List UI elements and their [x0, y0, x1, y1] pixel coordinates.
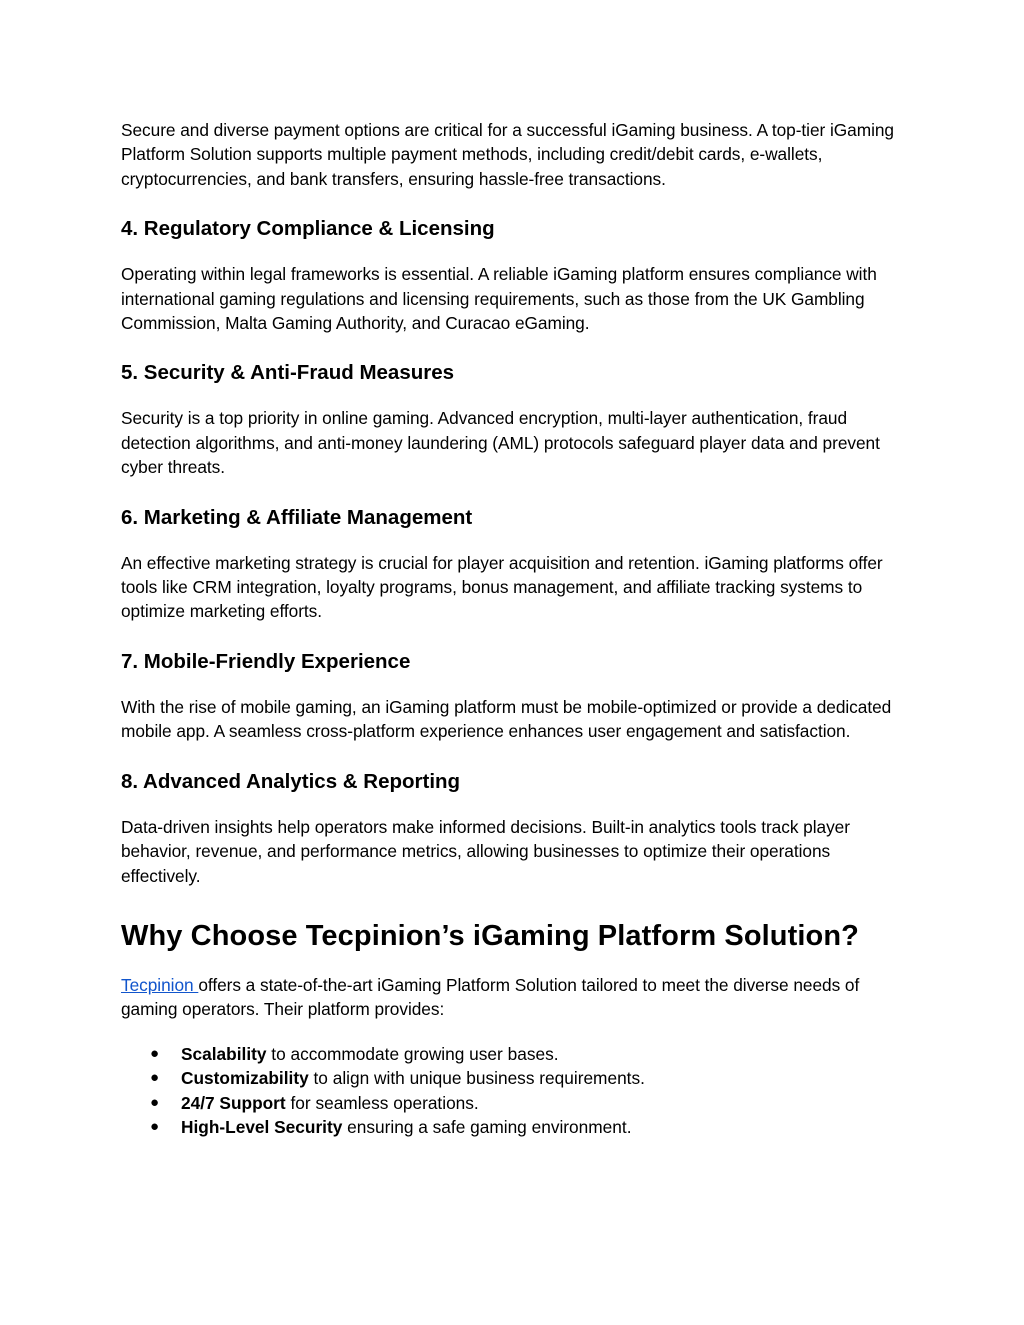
- list-item-bold: High-Level Security: [181, 1116, 343, 1137]
- list-item: [121, 1115, 911, 1139]
- list-item-text: for seamless operations.: [285, 1092, 479, 1113]
- section-heading-mobile: 7. Mobile-Friendly Experience: [121, 649, 411, 673]
- section-heading-regulatory: 4. Regulatory Compliance & Licensing: [121, 217, 495, 241]
- list-item-text: to align with unique business requirements.: [308, 1068, 645, 1089]
- section-body-marketing: An effective marketing strategy is crucial for player acquisition and retention. iGaming platforms offer tools like CRM integration, loyalty programs, bonus management, and affiliate tracking systems to optimize marketing efforts.: [121, 552, 883, 622]
- list-item-text: to accommodate growing user bases.: [266, 1043, 559, 1064]
- why-choose-body: offers a state-of-the-art iGaming Platform Solution tailored to meet the diverse needs of gaming operators. Their platform provides:: [121, 974, 860, 1020]
- list-item: [121, 1066, 911, 1090]
- why-choose-heading: Why Choose Tecpinion’s iGaming Platform Solution?: [121, 919, 859, 952]
- section-body-regulatory: Operating within legal frameworks is essential. A reliable iGaming platform ensures compliance with international gaming regulations and licensing requirements, such as those from the UK Gambling Commission, Malta Gaming Authority, and Curacao eGaming.: [121, 264, 877, 334]
- document-page: [121, 118, 911, 1139]
- list-item: [121, 1042, 911, 1066]
- bullet-icon: ●: [150, 1117, 160, 1135]
- section-body-security: Security is a top priority in online gaming. Advanced encryption, multi-layer authentication, fraud detection algorithms, and anti-money laundering (AML) protocols safeguard player data and prevent cyber threats.: [121, 408, 880, 478]
- section-heading-security: 5. Security & Anti-Fraud Measures: [121, 361, 455, 385]
- list-item-bold: 24/7 Support: [181, 1092, 286, 1113]
- section-heading-marketing: 6. Marketing & Affiliate Management: [121, 505, 473, 529]
- section-body-mobile: With the rise of mobile gaming, an iGaming platform must be mobile-optimized or provide a dedicated mobile app. A seamless cross-platform experience enhances user engagement and satisfaction.: [121, 696, 892, 742]
- section-body-analytics: Data-driven insights help operators make informed decisions. Built-in analytics tools track player behavior, revenue, and performance metrics, allowing businesses to optimize their operations effectively.: [121, 816, 850, 886]
- feature-list: [121, 1042, 911, 1140]
- list-item-text: ensuring a safe gaming environment.: [342, 1116, 632, 1137]
- section-heading-analytics: 8. Advanced Analytics & Reporting: [121, 769, 461, 793]
- bullet-icon: ●: [150, 1044, 160, 1062]
- list-item-bold: Customizability: [181, 1068, 309, 1089]
- intro-paragraph: Secure and diverse payment options are critical for a successful iGaming business. A top-tier iGaming Platform Solution supports multiple payment methods, including credit/debit cards, e-wallets, cryptocurrencies, and bank transfers, ensuring hassle-free transactions.: [121, 120, 894, 189]
- bullet-icon: ●: [150, 1093, 160, 1111]
- list-item-bold: Scalability: [181, 1043, 267, 1064]
- bullet-icon: ●: [150, 1069, 160, 1087]
- list-item: [121, 1091, 911, 1115]
- why-choose-paragraph: [121, 973, 911, 1022]
- tecpinion-link[interactable]: Tecpinion: [121, 974, 199, 995]
